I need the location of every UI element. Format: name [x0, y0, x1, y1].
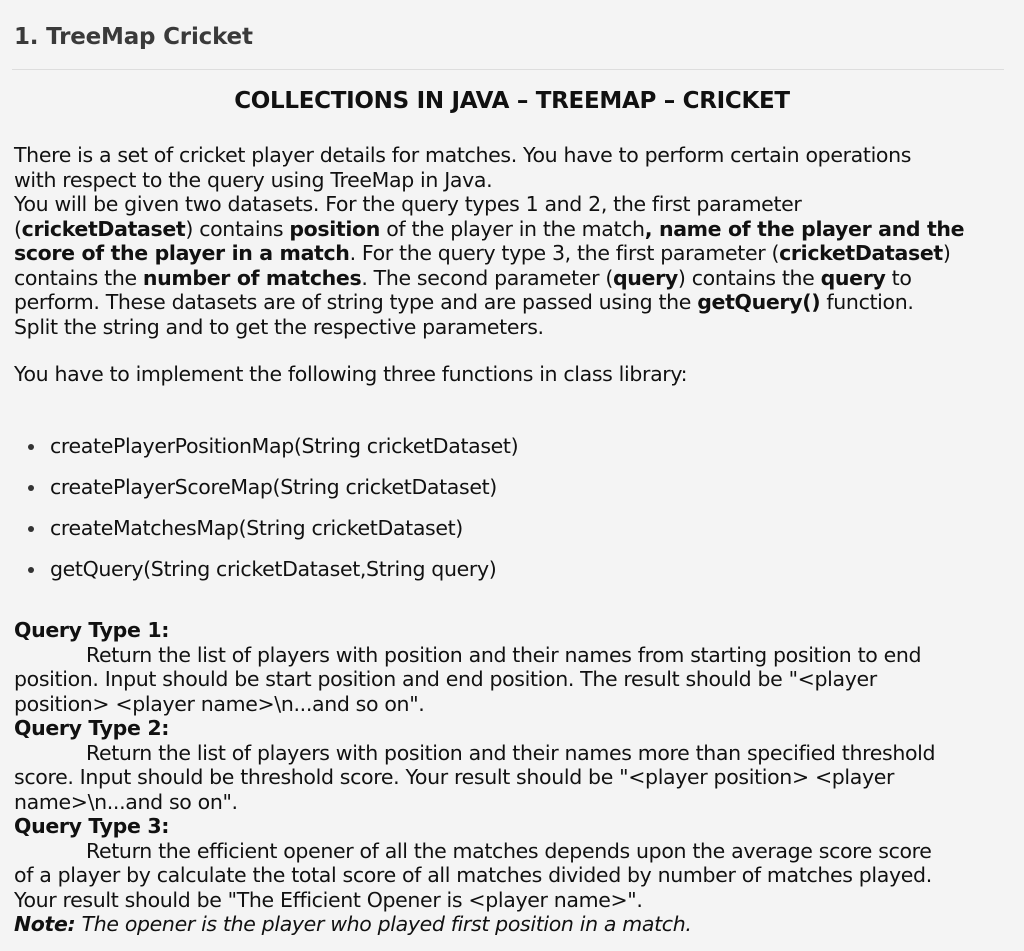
query-1-title: Query Type 1: [14, 618, 170, 642]
intro-line: perform. These datasets are of string type and are passed using the getQuery() function. [14, 290, 914, 314]
query-2-title: Query Type 2: [14, 716, 170, 740]
intro-line: contains the number of matches. The second parameter (query) contains the query to [14, 265, 912, 290]
problem-heading: COLLECTIONS IN JAVA – TREEMAP – CRICKET [234, 88, 790, 114]
note-line [14, 912, 1009, 937]
list-item: createPlayerScoreMap(String cricketDataset) [14, 467, 518, 508]
query-3-line: of a player by calculate the total score of all matches divided by number of matches played. [14, 863, 932, 887]
query-1-line: position. Input should be start position and end position. The result should be "<player [14, 667, 877, 691]
list-item: createPlayerPositionMap(String cricketDataset) [14, 426, 518, 467]
query-section [14, 618, 1009, 937]
intro-line: with respect to the query using TreeMap in Java. [14, 167, 493, 192]
query-2-line: name>\n...and so on". [14, 789, 238, 814]
function-list [14, 426, 518, 590]
implement-text: You have to implement the following three functions in class library: [14, 362, 688, 386]
intro-paragraph [14, 143, 1009, 339]
list-item: getQuery(String cricketDataset,String query) [14, 549, 518, 590]
query-2-line: score. Input should be threshold score. Your result should be "<player position> <player [14, 765, 895, 789]
intro-line: There is a set of cricket player details for matches. You have to perform certain operations [14, 143, 912, 167]
query-3-line: Return the efficient opener of all the matches depends upon the average score score [86, 838, 932, 863]
note-text: The opener is the player who played first position in a match. [75, 912, 692, 936]
query-1-line: Return the list of players with position and their names from starting position to end [86, 642, 922, 667]
list-item: createMatchesMap(String cricketDataset) [14, 508, 518, 549]
query-3-line: Your result should be "The Efficient Opener is <player name>". [14, 887, 643, 912]
intro-line: You will be given two datasets. For the query types 1 and 2, the first parameter [14, 192, 802, 216]
intro-line: Split the string and to get the respective parameters. [14, 314, 544, 339]
query-1-line: position> <player name>\n...and so on". [14, 691, 425, 716]
query-2-line: Return the list of players with position and their names more than specified threshold [86, 740, 936, 765]
note-label: Note: [14, 912, 76, 936]
question-title: 1. TreeMap Cricket [14, 24, 253, 50]
title-divider [12, 69, 1004, 70]
intro-line: (cricketDataset) contains position of the player in the match, name of the player and the [14, 216, 965, 241]
intro-line: score of the player in a match. For the query type 3, the first parameter (cricketDataset) [14, 241, 951, 265]
query-3-title: Query Type 3: [14, 814, 170, 838]
